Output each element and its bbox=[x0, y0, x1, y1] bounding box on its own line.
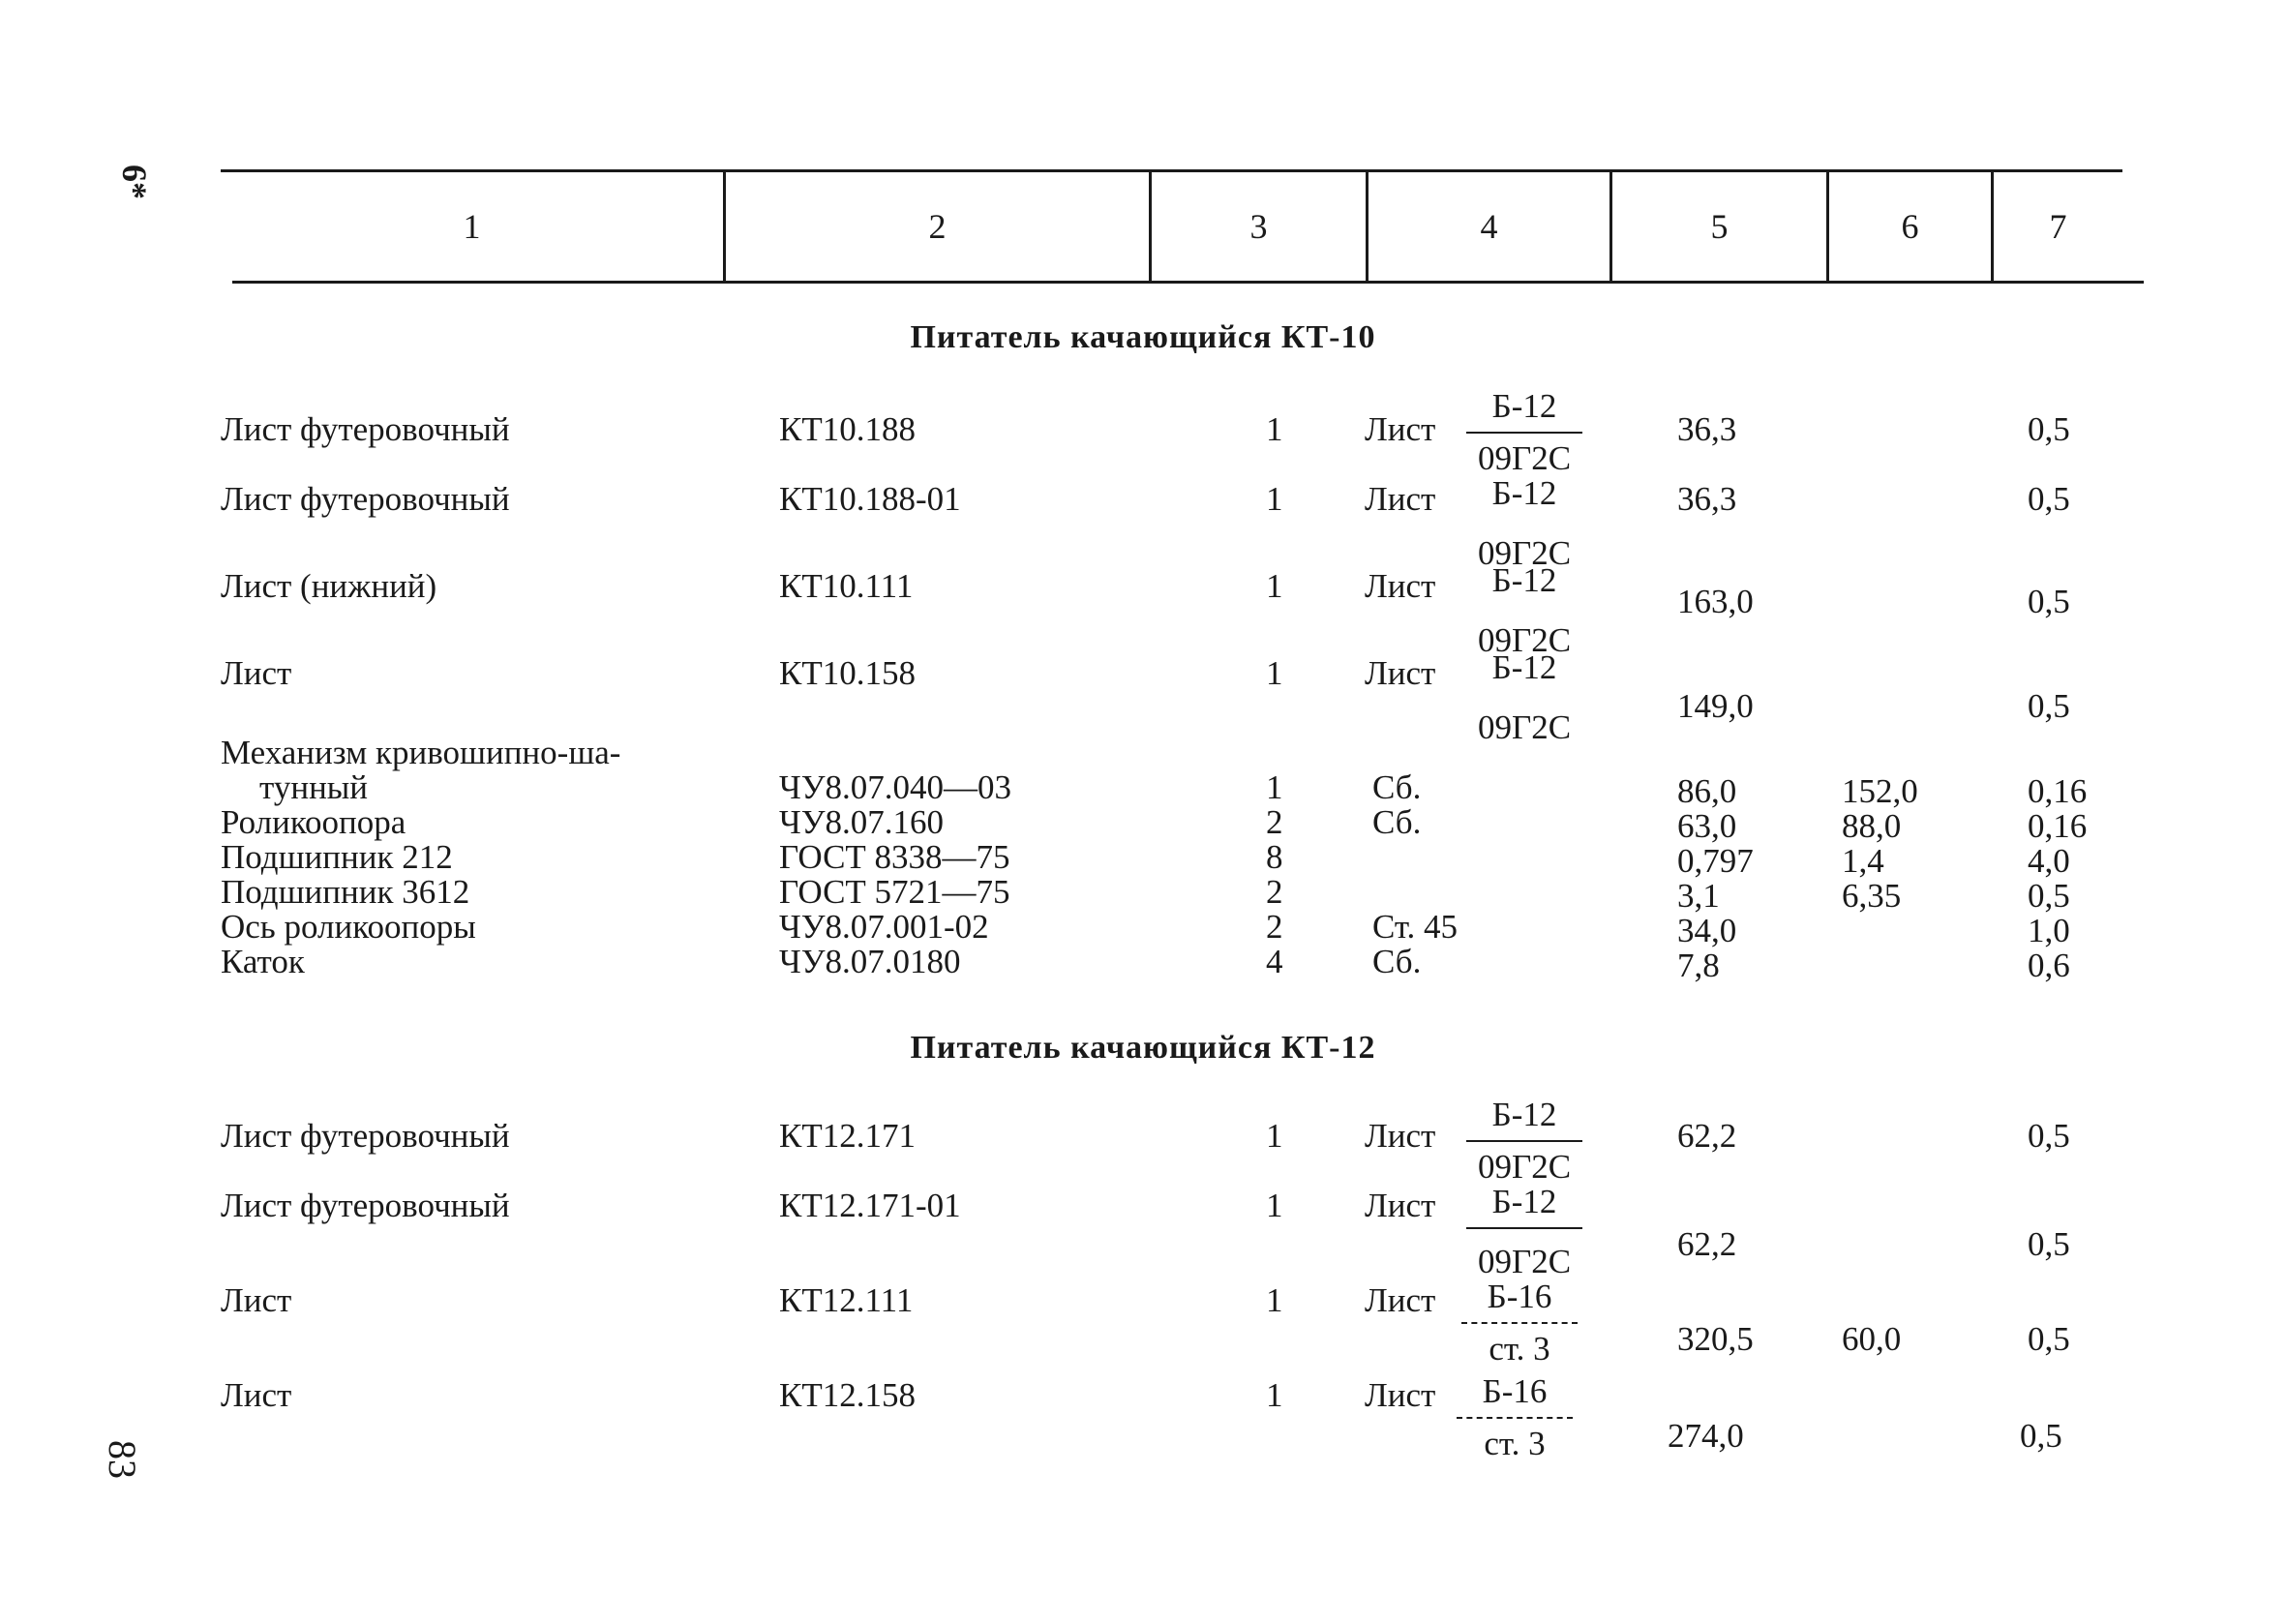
fraction-denominator: 09Г2С bbox=[1477, 439, 1572, 477]
row-col7: 0,5 bbox=[2020, 1417, 2062, 1455]
row-col7: 0,5 bbox=[2028, 583, 2070, 620]
header-col-6: 6 bbox=[1829, 172, 1994, 281]
row-type: Сб. bbox=[1372, 768, 1422, 806]
header-col-7: 7 bbox=[2049, 207, 2067, 246]
row-name: Ось роликоопоры bbox=[221, 908, 476, 946]
row-qty: 1 bbox=[1266, 654, 1283, 692]
row-type: Лист bbox=[1365, 567, 1436, 605]
fraction-numerator: Б-16 bbox=[1457, 1372, 1573, 1419]
row-material-fraction bbox=[1466, 648, 1582, 747]
row-mass: 36,3 bbox=[1677, 410, 1737, 448]
row-qty: 4 bbox=[1266, 943, 1283, 980]
row-name: Лист футеровочный bbox=[221, 1117, 510, 1155]
row-col6: 1,4 bbox=[1842, 842, 1884, 880]
row-mass: 34,0 bbox=[1677, 912, 1737, 949]
row-mass: 320,5 bbox=[1677, 1320, 1754, 1358]
row-mass: 0,797 bbox=[1677, 842, 1754, 880]
row-type: Лист bbox=[1365, 480, 1436, 518]
row-col7: 0,5 bbox=[2028, 480, 2070, 518]
row-code: ЧУ8.07.160 bbox=[779, 803, 945, 841]
row-type: Ст. 45 bbox=[1372, 908, 1459, 946]
row-code: КТ10.188 bbox=[779, 410, 916, 448]
row-qty: 1 bbox=[1266, 1117, 1283, 1155]
row-qty: 1 bbox=[1266, 480, 1283, 518]
row-col6: 88,0 bbox=[1842, 807, 1902, 845]
row-name: Лист bbox=[221, 1281, 292, 1319]
row-material-fraction bbox=[1461, 1278, 1578, 1368]
row-qty: 1 bbox=[1266, 768, 1283, 806]
row-type: Сб. bbox=[1372, 803, 1422, 841]
row-mass: 63,0 bbox=[1677, 807, 1737, 845]
row-code: КТ12.111 bbox=[779, 1281, 914, 1319]
row-name: Лист (нижний) bbox=[221, 567, 437, 605]
row-code: ЧУ8.07.0180 bbox=[779, 943, 961, 980]
header-col-4: 4 bbox=[1369, 172, 1612, 281]
row-material-fraction bbox=[1466, 561, 1582, 660]
row-type: Лист bbox=[1365, 1281, 1436, 1319]
row-code: ГОСТ 5721—75 bbox=[779, 873, 1010, 911]
row-type: Лист bbox=[1365, 654, 1436, 692]
row-name: Подшипник 212 bbox=[221, 838, 453, 876]
row-code: КТ10.158 bbox=[779, 654, 916, 692]
fraction-numerator: Б-12 bbox=[1491, 648, 1557, 686]
row-type: Лист bbox=[1365, 1117, 1436, 1155]
fraction-denominator: ст. 3 bbox=[1484, 1425, 1546, 1462]
side-mark-top: 6* bbox=[115, 165, 154, 199]
fraction-numerator: Б-12 bbox=[1466, 1096, 1582, 1142]
row-name: Лист bbox=[221, 654, 292, 692]
fraction-denominator: 09Г2С bbox=[1477, 621, 1572, 659]
row-mass: 62,2 bbox=[1677, 1117, 1737, 1155]
header-col-2: 2 bbox=[726, 172, 1152, 281]
row-qty: 2 bbox=[1266, 803, 1283, 841]
row-code: КТ12.171 bbox=[779, 1117, 916, 1155]
fraction-denominator: 09Г2С bbox=[1477, 1243, 1572, 1280]
row-material-fraction bbox=[1466, 1183, 1582, 1281]
fraction-denominator: 09Г2С bbox=[1477, 708, 1572, 746]
row-qty: 8 bbox=[1266, 838, 1283, 876]
header-col-1: 1 bbox=[221, 172, 726, 281]
row-mass: 149,0 bbox=[1677, 687, 1754, 725]
row-name: Каток bbox=[221, 943, 305, 980]
fraction-denominator: 09Г2С bbox=[1477, 534, 1572, 572]
header-col-5: 5 bbox=[1612, 172, 1829, 281]
fraction-numerator: Б-12 bbox=[1491, 474, 1557, 512]
row-name: Лист футеровочный bbox=[221, 1187, 510, 1224]
row-mass: 274,0 bbox=[1668, 1417, 1744, 1455]
row-type: Сб. bbox=[1372, 943, 1422, 980]
row-name: Лист футеровочный bbox=[221, 410, 510, 448]
row-name: Лист bbox=[221, 1376, 292, 1414]
row-qty: 1 bbox=[1266, 410, 1283, 448]
row-code: ЧУ8.07.001-02 bbox=[779, 908, 989, 946]
row-type: Лист bbox=[1365, 410, 1436, 448]
table-header bbox=[221, 172, 2122, 281]
row-mass: 36,3 bbox=[1677, 480, 1737, 518]
header-bottom-rule bbox=[232, 281, 2144, 284]
section-title-kt12: Питатель качающийся КТ-12 bbox=[910, 1030, 1376, 1066]
row-mass: 3,1 bbox=[1677, 877, 1720, 915]
row-col7: 1,0 bbox=[2028, 912, 2070, 949]
row-col7: 0,16 bbox=[2028, 772, 2088, 810]
row-type: Лист bbox=[1365, 1187, 1436, 1224]
row-mass: 7,8 bbox=[1677, 947, 1720, 984]
fraction-denominator: 09Г2С bbox=[1477, 1148, 1572, 1186]
row-col6: 6,35 bbox=[1842, 877, 1902, 915]
fraction-numerator: Б-16 bbox=[1461, 1278, 1578, 1324]
row-qty: 1 bbox=[1266, 1281, 1283, 1319]
row-code: КТ10.188-01 bbox=[779, 480, 961, 518]
row-type: Лист bbox=[1365, 1376, 1436, 1414]
row-qty: 2 bbox=[1266, 908, 1283, 946]
row-code: КТ10.111 bbox=[779, 567, 914, 605]
row-material-fraction bbox=[1466, 474, 1582, 573]
row-col7: 0,16 bbox=[2028, 807, 2088, 845]
row-name: Подшипник 3612 bbox=[221, 873, 470, 911]
row-col7: 0,5 bbox=[2028, 687, 2070, 725]
row-qty: 1 bbox=[1266, 1187, 1283, 1224]
row-col7: 0,5 bbox=[2028, 1320, 2070, 1358]
row-material-fraction bbox=[1466, 387, 1582, 478]
row-col7: 4,0 bbox=[2028, 842, 2070, 880]
fraction-numerator: Б-12 bbox=[1491, 561, 1557, 599]
row-mass: 62,2 bbox=[1677, 1225, 1737, 1263]
row-col7: 0,5 bbox=[2028, 877, 2070, 915]
row-material-fraction bbox=[1466, 1096, 1582, 1187]
row-col7: 0,5 bbox=[2028, 410, 2070, 448]
fraction-denominator: ст. 3 bbox=[1489, 1330, 1550, 1368]
row-code: КТ12.171-01 bbox=[779, 1187, 961, 1224]
row-col6: 152,0 bbox=[1842, 772, 1918, 810]
row-name: Механизм кривошипно-ша- bbox=[221, 734, 621, 771]
row-col7: 0,6 bbox=[2028, 947, 2070, 984]
section-title-kt10: Питатель качающийся КТ-10 bbox=[910, 319, 1376, 355]
row-name: Лист футеровочный bbox=[221, 480, 510, 518]
row-mass: 163,0 bbox=[1677, 583, 1754, 620]
row-mass: 86,0 bbox=[1677, 772, 1737, 810]
row-material-fraction bbox=[1457, 1372, 1573, 1463]
row-col7: 0,5 bbox=[2028, 1117, 2070, 1155]
fraction-numerator: Б-12 bbox=[1466, 387, 1582, 434]
row-qty: 2 bbox=[1266, 873, 1283, 911]
row-qty: 1 bbox=[1266, 567, 1283, 605]
row-col6: 60,0 bbox=[1842, 1320, 1902, 1358]
row-col7: 0,5 bbox=[2028, 1225, 2070, 1263]
row-code: ГОСТ 8338—75 bbox=[779, 838, 1010, 876]
row-code: КТ12.158 bbox=[779, 1376, 916, 1414]
fraction-numerator: Б-12 bbox=[1466, 1183, 1582, 1229]
row-qty: 1 bbox=[1266, 1376, 1283, 1414]
row-code: ЧУ8.07.040—03 bbox=[779, 768, 1012, 806]
row-name: Роликоопора bbox=[221, 803, 406, 841]
row-name: тунный bbox=[259, 768, 369, 806]
header-col-3: 3 bbox=[1152, 172, 1369, 281]
page-number: 83 bbox=[101, 1440, 144, 1479]
